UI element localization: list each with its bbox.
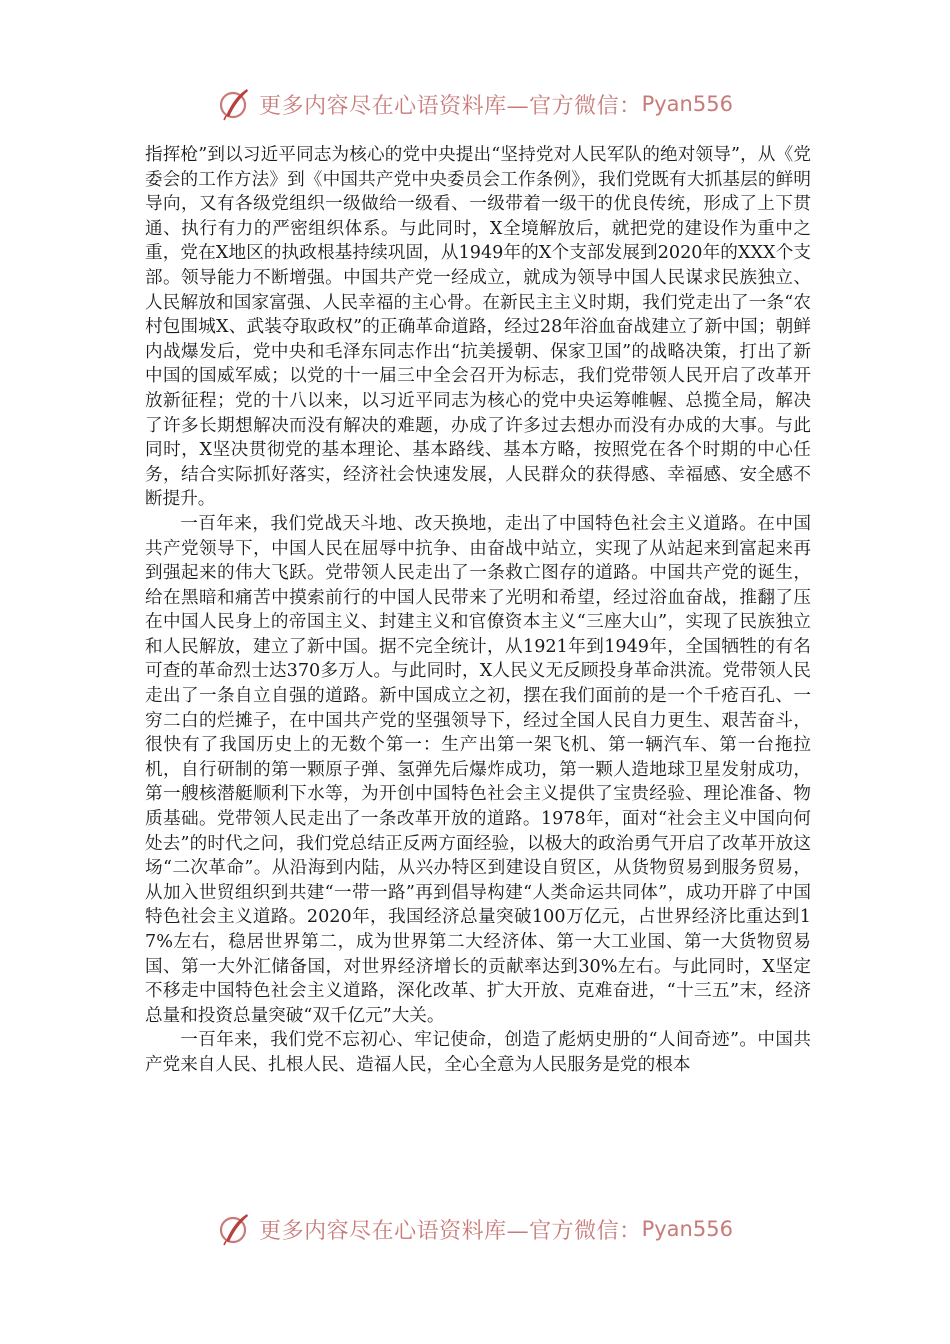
paragraph-continued: 指挥枪”到以习近平同志为核心的党中央提出“坚持党对人民军队的绝对领导”，从《党委会的工作方法》到《中国共产党中央委员会工作条例》，我们党既有大抓基层的鲜明导向，又有各级党组织一级做给一级看、一级带着一级干的优良传统，形成了上下贯通、执行有力的严密组织体系。与此同时，X全境解放后，就把党的建设作为重中之重，党在X地区的执政根基持续巩固，从1949年的X个支部发展到2020年的XXX个支部。领导能力不断增强。中国共产党一经成立，就成为领导中国人民谋求民族独立、人民解放和国家富强、人民幸福的主心骨。在新民主主义时期，我们党走出了一条“农村包围城X、武装夺取政权”的正确革命道路，经过28年浴血奋战建立了新中国；朝鲜内战爆发后，党中央和毛泽东同志作出“抗美援朝、保家卫国”的战略决策，打出了新中国的国威军威；以党的十一届三中全会召开为标志，我们党带领人民开启了改革开放新征程；党的十八以来，以习近平同志为核心的党中央运筹帷幄、总揽全局，解决了许多长期想解决而没有解决的难题，办成了许多过去想办而没有办成的大事。与此同时，X坚决贯彻党的基本理论、基本路线、基本方略，按照党在各个时期的中心任务，结合实际抓好落实，经济社会快速发展，人民群众的获得感、幸福感、安全感不断提升。	[145, 145, 811, 510]
paragraph-mission: 一百年来，我们党不忘初心、牢记使命，创造了彪炳史册的“人间奇迹”。中国共产党来自人民、扎根人民、造福人民，全心全意为人民服务是党的根本	[145, 1030, 811, 1075]
footer-watermark-banner	[0, 1207, 950, 1251]
paragraph-road: 一百年来，我们党战天斗地、改天换地，走出了中国特色社会主义道路。在中国共产党领导下，中国人民在屈辱中抗争、由奋战中站立，实现了从站起来到富起来再到强起来的伟大飞跃。党带领人民走出了一条救亡图存的道路。中国共产党的诞生，给在黑暗和痛苦中摸索前行的中国人民带来了光明和希望，经过浴血奋战，推翻了压在中国人民身上的帝国主义、封建主义和官僚资本主义“三座大山”，实现了民族独立和人民解放，建立了新中国。据不完全统计，从1921年到1949年，全国牺牲的有名可查的革命烈士达370多万人。与此同时，X人民义无反顾投身革命洪流。党带领人民走出了一条自立自强的道路。新中国成立之初，摆在我们面前的是一个千疮百孔、一穷二白的烂摊子，在中国共产党的坚强领导下，经过全国人民自力更生、艰苦奋斗，很快有了我国历史上的无数个第一：生产出第一架飞机、第一辆汽车、第一台拖拉机，自行研制的第一颗原子弹、氢弹先后爆炸成功，第一颗人造地球卫星发射成功，第一艘核潜艇顺利下水等，为开创中国特色社会主义提供了宝贵经验、理论准备、物质基础。党带领人民走出了一条改革开放的道路。1978年，面对“社会主义中国向何处去”的时代之问，我们党总结正反两方面经验，以极大的政治勇气开启了改革开放这场“二次革命”。从沿海到内陆，从兴办特区到建设自贸区，从货物贸易到服务贸易，从加入世贸组织到共建“一带一路”再到倡导构建“人类命运共同体”，成功开辟了中国特色社会主义道路。2020年，我国经济总量突破100万亿元，占世界经济比重达到17%左右，稳居世界第二，成为世界第二大经济体、第一大工业国、第一大货物贸易国、第一大外汇储备国，对世界经济增长的贡献率达到30%左右。与此同时，X坚定不移走中国特色社会主义道路，深化改革、扩大开放、克难奋进，“十三五”末，经济总量和投资总量突破“双千亿元”大关。	[145, 513, 811, 1026]
quill-pen-logo-icon	[217, 86, 253, 122]
banner-text: 更多内容尽在心语资料库—官方微信：	[259, 1218, 642, 1244]
banner-text: 更多内容尽在心语资料库—官方微信：	[259, 93, 642, 119]
wechat-handle: Pyan556	[641, 1217, 733, 1241]
wechat-handle: Pyan556	[641, 92, 733, 116]
quill-pen-logo-icon	[217, 1211, 253, 1247]
header-watermark-banner	[0, 82, 950, 126]
document-body	[145, 143, 811, 1078]
